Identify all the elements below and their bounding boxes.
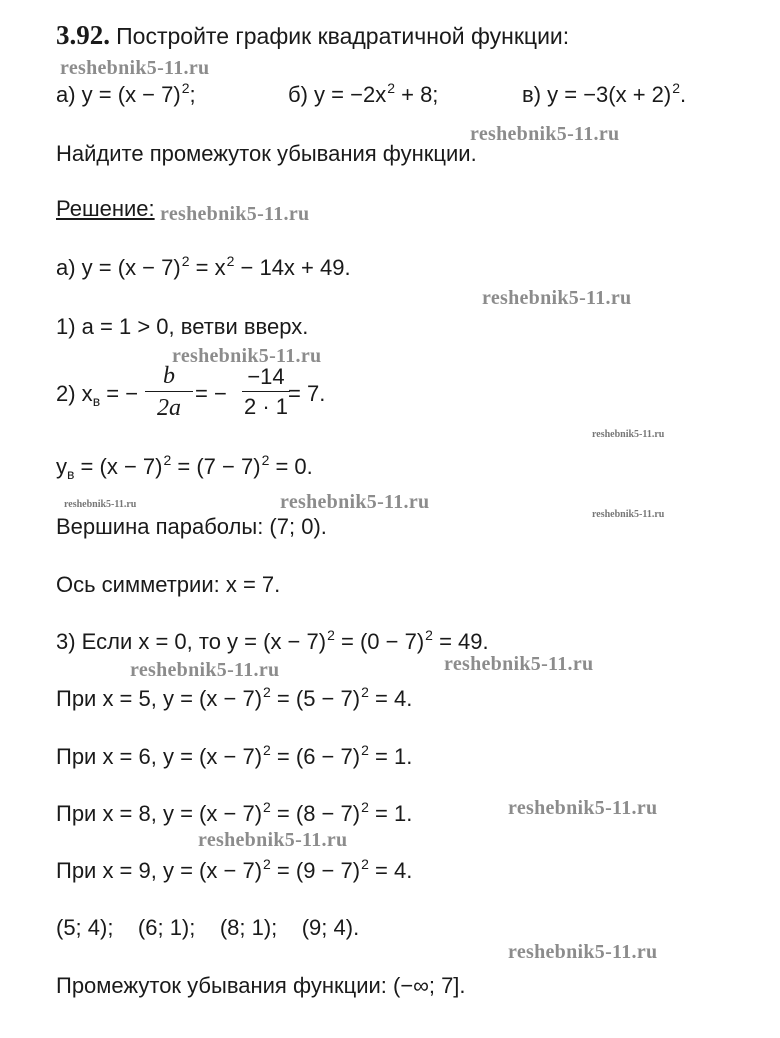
solution-x8: При x = 8, $y = (x - 7)^2 = (8 - 7)^2 = 1$. — [56, 799, 413, 826]
watermark: reshebnik5-11.ru — [592, 509, 665, 520]
solution-step3: 3) Если x = 0, то $y = (x - 7)^2 = (0 - 7)^2 = 49$. — [56, 627, 489, 654]
problem-header — [56, 22, 569, 49]
watermark: reshebnik5-11.ru — [160, 203, 310, 225]
problem-part-c: в) $y = -3(x + 2)^2$. — [522, 80, 687, 107]
watermark: reshebnik5-11.ru — [198, 829, 348, 851]
fraction-minus14-over-2 — [242, 366, 290, 418]
solution-points: (5; 4); (6; 1); (8; 1); (9; 4). — [56, 915, 360, 940]
solution-step2-result: = 7. — [288, 381, 326, 406]
watermark: reshebnik5-11.ru — [508, 941, 658, 963]
solution-x5: При x = 5, $y = (x - 7)^2 = (5 - 7)^2 = 4$. — [56, 684, 413, 711]
watermark: reshebnik5-11.ru — [60, 57, 210, 79]
problem-part-b: б) $y = -2x^2 + 8$; — [288, 80, 439, 107]
watermark: reshebnik5-11.ru — [64, 499, 137, 510]
fraction-numerator: −14 — [247, 364, 285, 389]
problem-part-a: а) $y = (x - 7)^2$; — [56, 80, 196, 107]
solution-yv: $y_в = (x - 7)^2 = (7 - 7)^2 = 0$. — [56, 452, 313, 482]
watermark: reshebnik5-11.ru — [592, 429, 665, 440]
watermark: reshebnik5-11.ru — [130, 659, 280, 681]
watermark: reshebnik5-11.ru — [280, 491, 430, 513]
fraction-denominator: 2 · 1 — [243, 394, 289, 419]
watermark: reshebnik5-11.ru — [482, 287, 632, 309]
problem-question: Найдите промежуток убывания функции. — [56, 141, 477, 166]
fraction-numerator: b — [163, 363, 175, 389]
watermark: reshebnik5-11.ru — [172, 345, 322, 367]
problem-number: 3.92. — [56, 20, 110, 50]
watermark: reshebnik5-11.ru — [444, 653, 594, 675]
solution-a-line: а) $y = (x - 7)^2 = x^2 - 14x + 49$. — [56, 253, 351, 280]
solution-heading: Решение: — [56, 196, 155, 221]
solution-step2: 2) $x_в$ = − — [56, 381, 139, 409]
solution-x9: При x = 9, $y = (x - 7)^2 = (9 - 7)^2 = 4$. — [56, 856, 413, 883]
watermark: reshebnik5-11.ru — [470, 123, 620, 145]
solution-axis: Ось симметрии: x = 7. — [56, 572, 281, 597]
solution-step2-eq2: = − — [195, 381, 227, 406]
problem-statement: Постройте график квадратичной функции: — [116, 23, 570, 49]
solution-step1: 1) a = 1 > 0, ветви вверх. — [56, 314, 309, 339]
fraction-b-over-2a — [145, 364, 193, 420]
solution-x6: При x = 6, $y = (x - 7)^2 = (6 - 7)^2 = 1$. — [56, 742, 413, 769]
solution-decreasing-interval: Промежуток убывания функции: (−∞; 7]. — [56, 973, 466, 998]
watermark: reshebnik5-11.ru — [508, 797, 658, 819]
solution-vertex: Вершина параболы: (7; 0). — [56, 514, 327, 539]
fraction-denominator: 2a — [157, 395, 181, 421]
